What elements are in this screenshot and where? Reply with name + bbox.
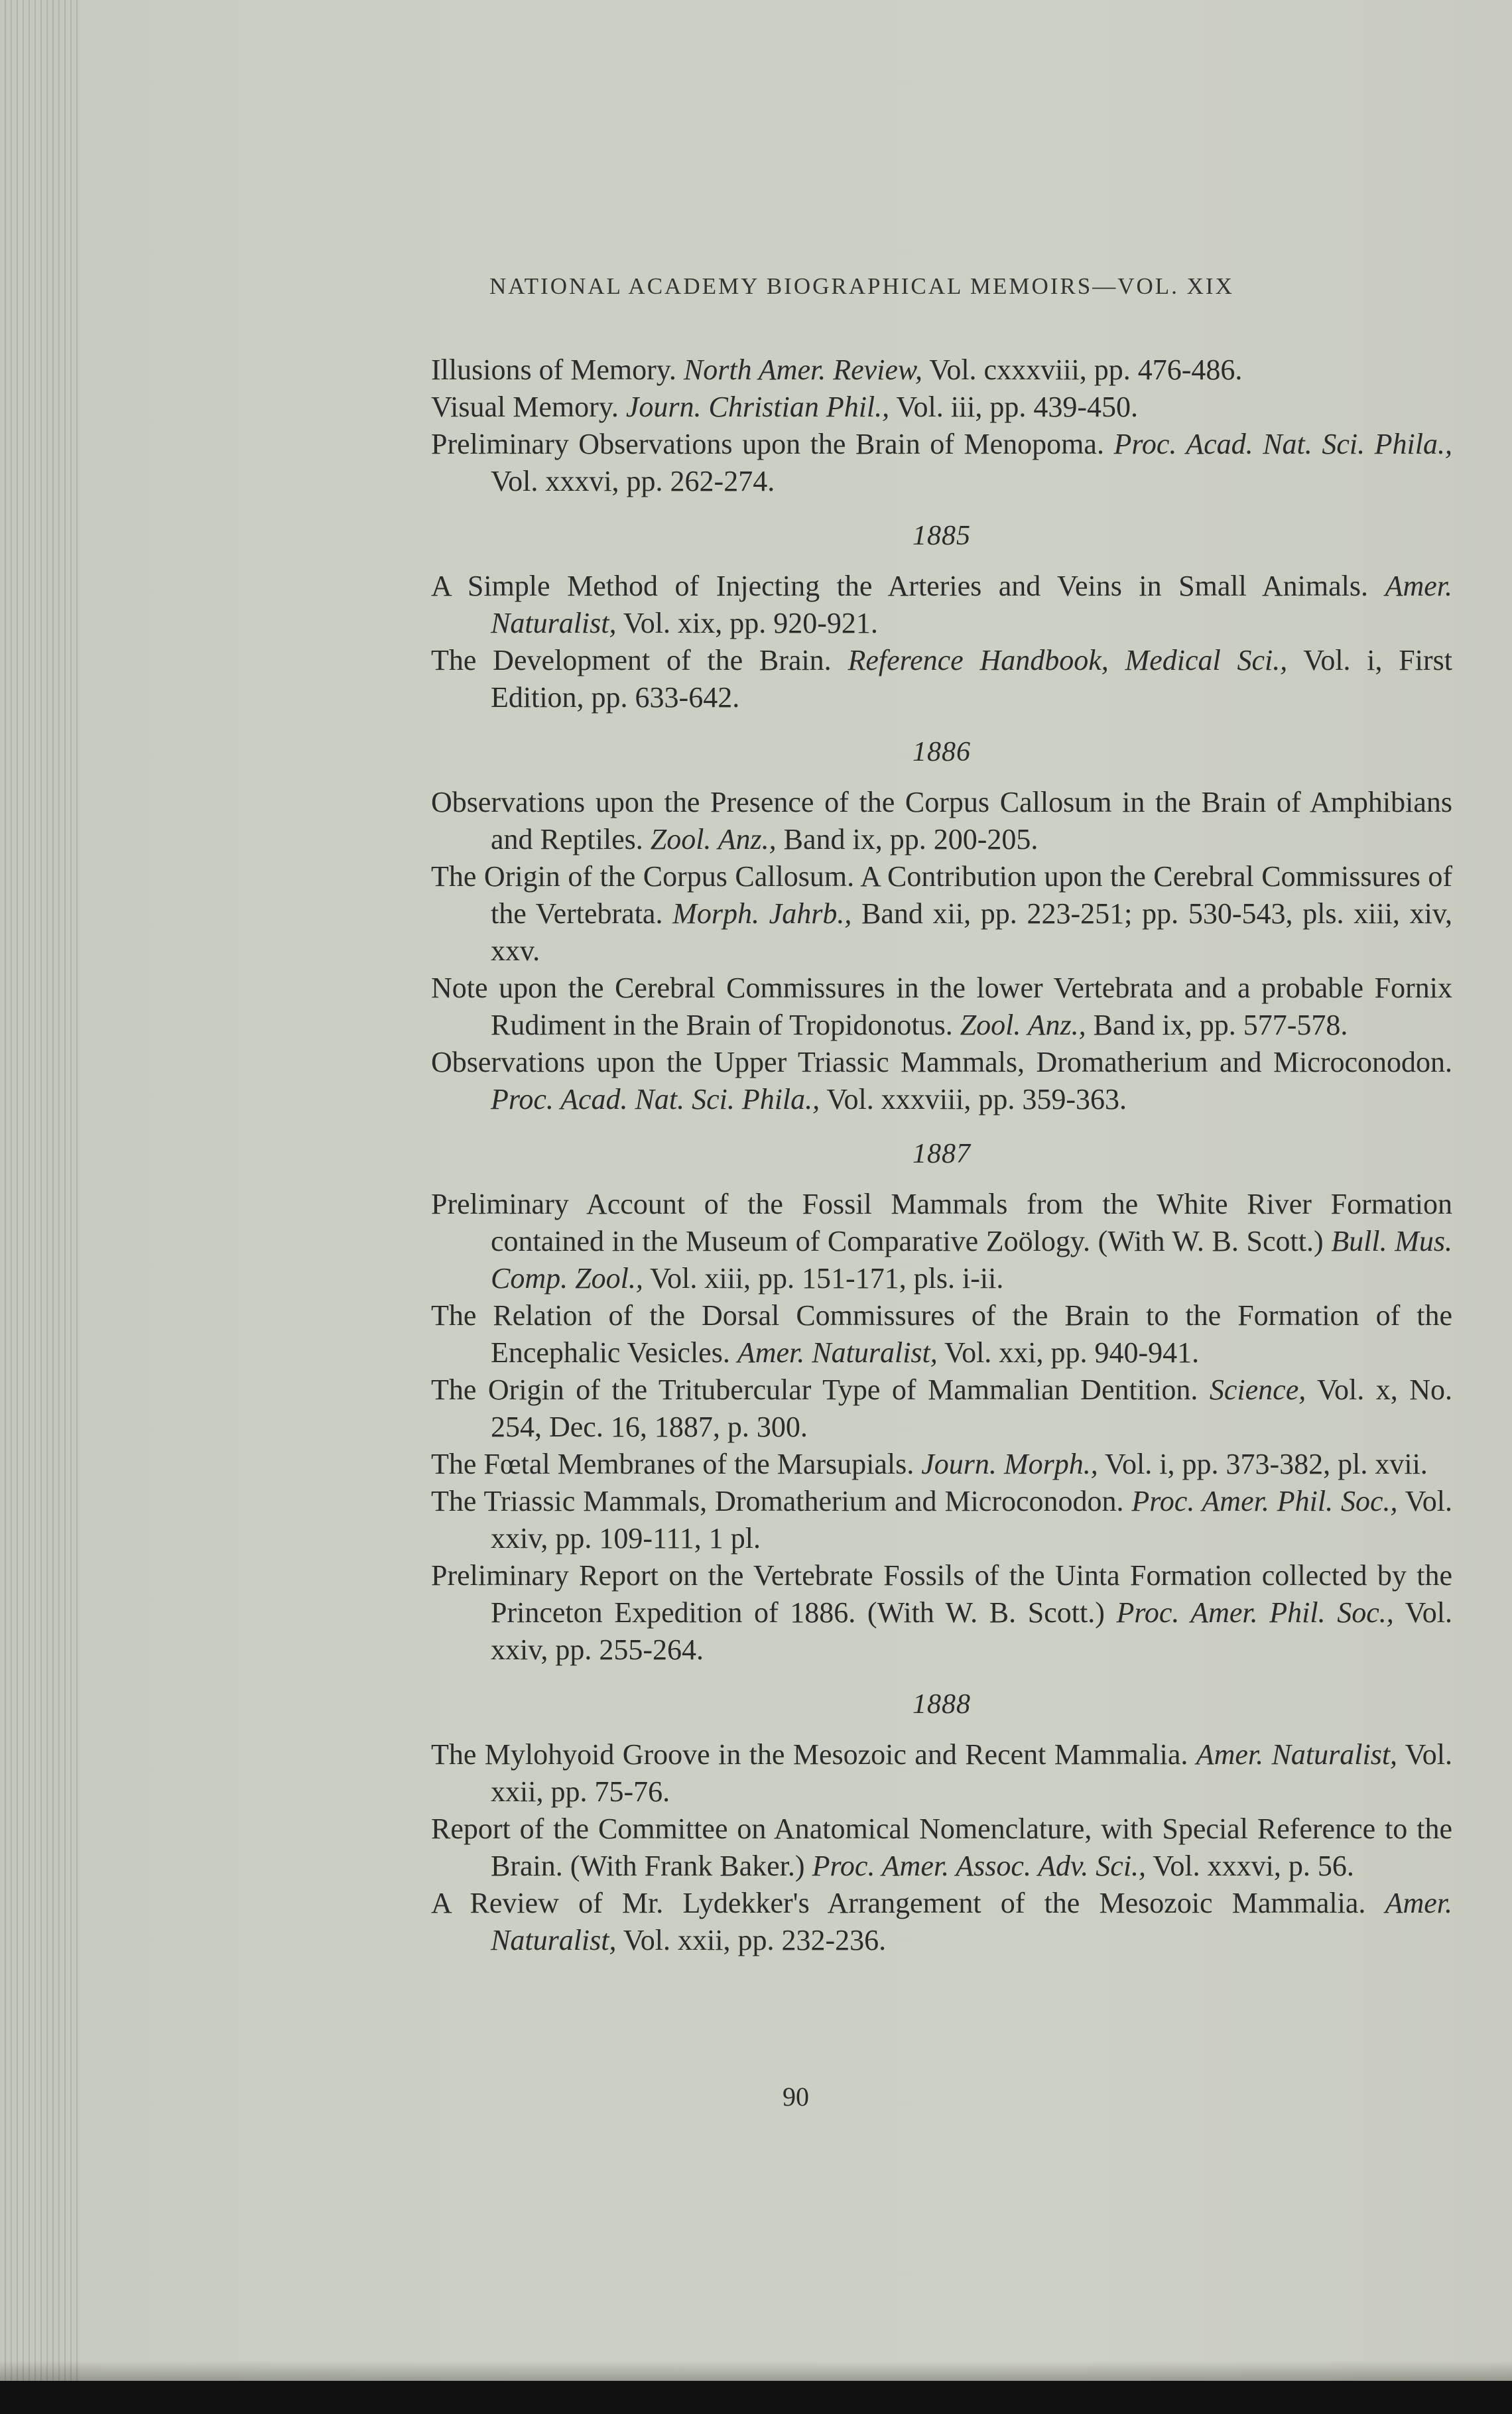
bibliography-entry: The Development of the Brain. Reference Handbook, Medical Sci., Vol. i, First Edition, pp. 633-642. bbox=[431, 644, 1452, 714]
bibliography-entry: Preliminary Observations upon the Brain of Menopoma. Proc. Acad. Nat. Sci. Phila., Vol. xxxvi, pp. 262-274. bbox=[431, 428, 1452, 497]
bibliography-entry: Preliminary Report on the Vertebrate Fossils of the Uinta Formation collected by the Princeton Expedition of 1886. (With W. B. Scott.) Proc. Amer. Phil. Soc., Vol. xxiv, pp. 255-264. bbox=[431, 1559, 1452, 1666]
bibliography-entry: The Fœtal Membranes of the Marsupials. Journ. Morph., Vol. i, pp. 373-382, pl. xvii. bbox=[431, 1448, 1428, 1480]
bibliography-entry: A Review of Mr. Lydekker's Arrangement of the Mesozoic Mammalia. Amer. Naturalist, Vol. xxii, pp. 232-236. bbox=[431, 1887, 1452, 1956]
bibliography-entry: Preliminary Account of the Fossil Mammals from the White River Formation contained in the Museum of Comparative Zoölogy. (With W. B. Scott.) Bull. Mus. Comp. Zool., Vol. xiii, pp. 151-171, pls. i-ii. bbox=[431, 1188, 1452, 1295]
bibliography-entry: Observations upon the Presence of the Corpus Callosum in the Brain of Amphibians and Reptiles. Zool. Anz., Band ix, pp. 200-205. bbox=[431, 786, 1452, 856]
bibliography-entry: The Triassic Mammals, Dromatherium and Microconodon. Proc. Amer. Phil. Soc., Vol. xxiv, pp. 109-111, 1 pl. bbox=[431, 1485, 1452, 1555]
bibliography-entry: The Origin of the Corpus Callosum. A Contribution upon the Cerebral Commissures of the Vertebrata. Morph. Jahrb., Band xii, pp. 223-251; pp. 530-543, pls. xiii, xiv, xxv. bbox=[431, 860, 1453, 967]
bibliography-entry: Observations upon the Upper Triassic Mammals, Dromatherium and Microconodon. Proc. Acad. Nat. Sci. Phila., Vol. xxxviii, pp. 359-363. bbox=[431, 1046, 1452, 1115]
year-heading: 1887 bbox=[913, 1139, 971, 1169]
year-heading: 1888 bbox=[913, 1689, 971, 1720]
bibliography-entry: The Origin of the Tritubercular Type of Mammalian Dentition. Science, Vol. x, No. 254, Dec. 16, 1887, p. 300. bbox=[431, 1373, 1453, 1443]
bibliography-entry: Illusions of Memory. North Amer. Review, Vol. cxxxviii, pp. 476-486. bbox=[431, 353, 1243, 386]
year-heading: 1885 bbox=[913, 521, 971, 551]
bibliography-entry: The Mylohyoid Groove in the Mesozoic and Recent Mammalia. Amer. Naturalist, Vol. xxii, pp. 75-76. bbox=[431, 1738, 1452, 1808]
bibliography-entry: The Relation of the Dorsal Commissures of the Brain to the Formation of the Encephalic Vesicles. Amer. Naturalist, Vol. xxi, pp. 940-941. bbox=[431, 1299, 1452, 1369]
scan-bottom-border bbox=[0, 2381, 1512, 2414]
bibliography-entry: A Simple Method of Injecting the Arteries and Veins in Small Animals. Amer. Naturalist, Vol. xix, pp. 920-921. bbox=[431, 570, 1452, 639]
running-head: NATIONAL ACADEMY BIOGRAPHICAL MEMOIRS—VOL. XIX bbox=[489, 273, 1234, 299]
year-heading: 1886 bbox=[913, 737, 971, 767]
page-stack-edges bbox=[0, 0, 80, 2381]
bibliography-entry: Report of the Committee on Anatomical Nomenclature, with Special Reference to the Brain. (With Frank Baker.) Proc. Amer. Assoc. Adv. Sci., Vol. xxxvi, p. 56. bbox=[431, 1812, 1452, 1882]
bibliography-entry: Visual Memory. Journ. Christian Phil., Vol. iii, pp. 439-450. bbox=[431, 391, 1139, 423]
bibliography-list bbox=[431, 351, 1452, 1959]
bottom-shadow bbox=[0, 2361, 1512, 2381]
bibliography-entry: Note upon the Cerebral Commissures in the lower Vertebrata and a probable Fornix Rudiment in the Brain of Tropidonotus. Zool. Anz., Band ix, pp. 577-578. bbox=[431, 972, 1452, 1041]
page-number: 90 bbox=[783, 2082, 809, 2112]
